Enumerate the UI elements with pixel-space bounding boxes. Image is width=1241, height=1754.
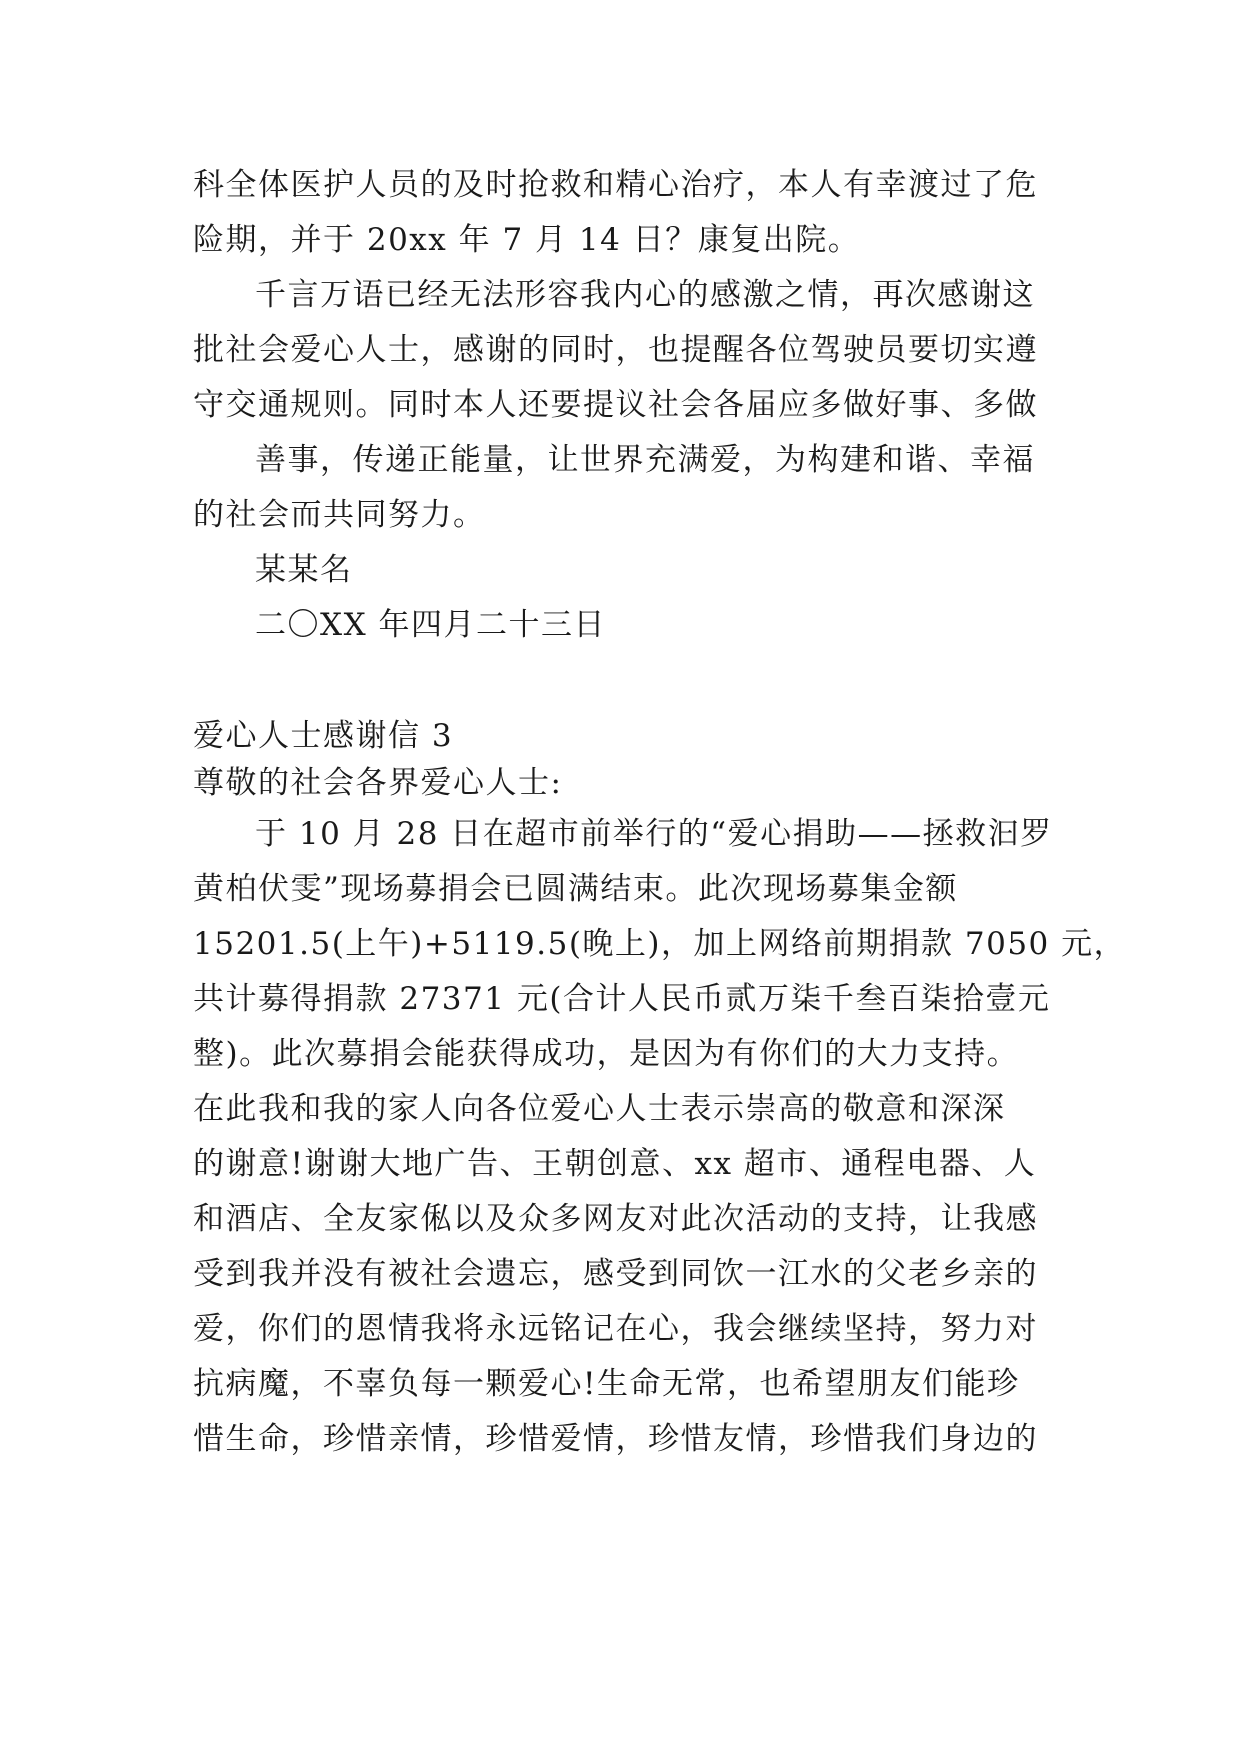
paragraph-line: 千言万语已经无法形容我内心的感激之情，再次感谢这 xyxy=(255,277,1035,313)
paragraph-line: 受到我并没有被社会遗忘，感受到同饮一江水的父老乡亲的 xyxy=(193,1256,1038,1292)
letter-date: 二〇XX 年四月二十三日 xyxy=(255,607,606,643)
paragraph-line: 15201.5(上午)+5119.5(晚上)，加上网络前期捐款 7050 元， xyxy=(193,926,1127,962)
paragraph-line: 批社会爱心人士，感谢的同时，也提醒各位驾驶员要切实遵 xyxy=(193,332,1038,368)
paragraph-line: 险期，并于 20xx 年 7 月 14 日？康复出院。 xyxy=(193,222,861,258)
paragraph-line: 惜生命，珍惜亲情，珍惜爱情，珍惜友情，珍惜我们身边的 xyxy=(193,1421,1038,1457)
section-title: 爱心人士感谢信 3 xyxy=(193,718,454,754)
signature: 某某名 xyxy=(255,552,353,588)
paragraph-line: 的社会而共同努力。 xyxy=(193,497,486,533)
section-spacer xyxy=(193,653,1053,713)
paragraph-line: 爱，你们的恩情我将永远铭记在心，我会继续坚持，努力对 xyxy=(193,1311,1038,1347)
paragraph-line: 于 10 月 28 日在超市前举行的“爱心捐助——拯救汩罗 xyxy=(255,816,1053,852)
paragraph-line: 黄柏伏雯”现场募捐会已圆满结束。此次现场募集金额 xyxy=(193,871,958,907)
paragraph-line: 抗病魔，不辜负每一颗爱心!生命无常，也希望朋友们能珍 xyxy=(193,1366,1020,1402)
paragraph-line: 守交通规则。同时本人还要提议社会各届应多做好事、多做 xyxy=(193,387,1038,423)
paragraph-line: 善事，传递正能量，让世界充满爱，为构建和谐、幸福 xyxy=(255,442,1035,478)
salutation: 尊敬的社会各界爱心人士: xyxy=(193,765,563,801)
paragraph-line: 科全体医护人员的及时抢救和精心治疗，本人有幸渡过了危 xyxy=(193,167,1038,203)
paragraph-line: 整)。此次募捐会能获得成功，是因为有你们的大力支持。 xyxy=(193,1036,1020,1072)
paragraph-line: 的谢意!谢谢大地广告、王朝创意、xx 超市、通程电器、人 xyxy=(193,1146,1037,1182)
paragraph-line: 和酒店、全友家俬以及众多网友对此次活动的支持，让我感 xyxy=(193,1201,1038,1237)
paragraph-line: 共计募得捐款 27371 元(合计人民币贰万柒千叁百柒拾壹元 xyxy=(193,981,1051,1017)
paragraph-line: 在此我和我的家人向各位爱心人士表示崇高的敬意和深深 xyxy=(193,1091,1006,1127)
document-page xyxy=(193,158,1127,1467)
